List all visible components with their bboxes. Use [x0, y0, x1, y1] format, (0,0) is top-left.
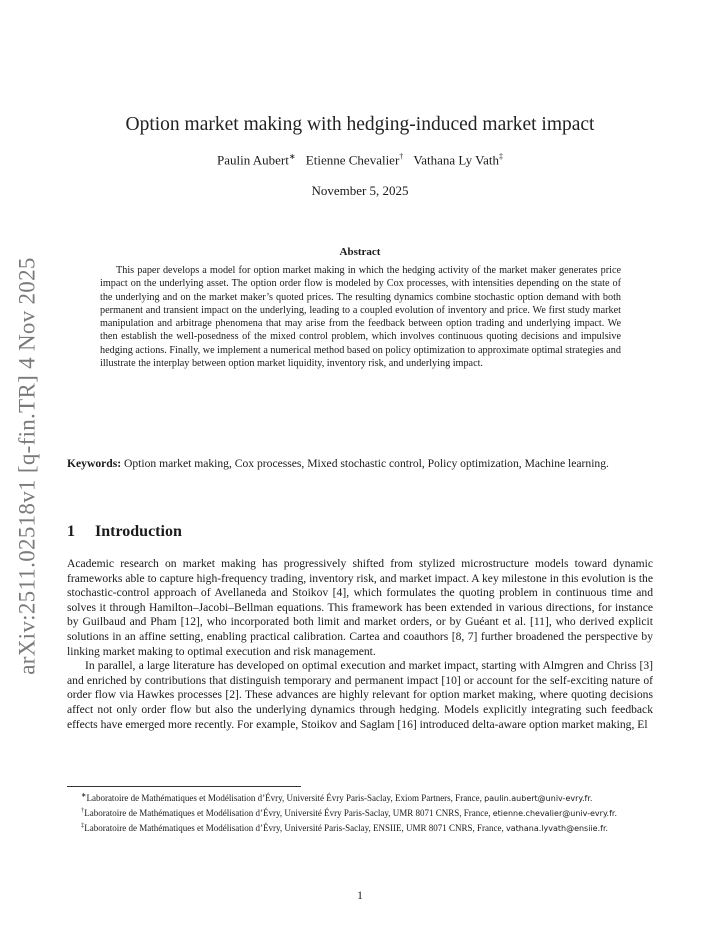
- author-mark: ‡: [499, 152, 503, 161]
- author-list: [0, 152, 720, 168]
- author-mark: ∗: [288, 152, 296, 161]
- footnote-mark: †: [81, 807, 85, 815]
- arxiv-sidebar: [8, 250, 48, 682]
- footnote-email[interactable]: etienne.chevalier@univ-evry.fr.: [492, 809, 618, 819]
- abstract-text: This paper develops a model for option market making in which the hedging activity of the market maker generates price impact on the underlying asset. The option order flow is modeled by Cox processes, with intensities depending on the state of the underlying and on the market maker’s quoted prices. The resulting dynamics combine stochastic option demand with both permanent and transient impact on the underlying, leading to a coupled evolution of inventory and price. We first study market manipulation and arbitrage phenomena that may arise from the feedback between option trading and underlying impact. We then establish the well-posedness of the mixed control problem, which involves continuous quoting decisions and impulsive hedging actions. Finally, we implement a numerical method based on policy optimization to approximate optimal strategies and illustrate the interplay between option market liquidity, inventory risk, and underlying impact.: [100, 265, 621, 370]
- footnote-text: Laboratoire de Mathématiques et Modélisation d’Évry, Université Évry Paris-Saclay, UMR 8071 CNRS, France,: [84, 808, 491, 819]
- author-name: Paulin Aubert: [216, 152, 289, 168]
- abstract-heading: Abstract: [339, 246, 381, 258]
- paragraph: Academic research on market making has progressively shifted from stylized microstructure models toward dynamic frameworks able to capture high-frequency trading, inventory risk, and market impact. A key milestone in this evolution is the stochastic-control approach of Avellaneda and Stoikov [4], which formulates the quoting problem in continuous time and solves it through Hamilton–Jacobi–Bellman equations. This framework has been extended in various directions, for instance by Guilbaud and Pham [12], who incorporated both limit and market orders, or by Guéant et al. [11], who derived explicit solutions in an affine setting, enabling practical calibration. Cartea and coauthors [8, 7] further broadened the perspective by linking market making to optimal execution and risk management.: [67, 557, 653, 658]
- footnote-rule: [67, 786, 301, 787]
- arxiv-identifier[interactable]: arXiv:2511.02518v1 [q-fin.TR] 4 Nov 2025: [15, 257, 40, 675]
- author-name: Etienne Chevalier: [305, 152, 400, 168]
- paragraph: In parallel, a large literature has developed on optimal execution and market impact, starting with Almgren and Chriss [3] and enriched by contributions that distinguish temporary and permanent impact [10] or account for the self-exciting nature of order flow via Hawkes processes [2]. These advances are highly relevant for option market making, where quoting decisions affect not only order flow but also the underlying dynamics through hedging. Models explicitly integrating such feedback effects have emerged more recently. For example, Stoikov and Saglam [16] introduced delta-aware option market making, El: [67, 659, 653, 731]
- footnote: [67, 805, 653, 820]
- footnote-text: Laboratoire de Mathématiques et Modélisation d’Évry, Université Évry Paris-Saclay, Exiom Partners, France,: [86, 793, 482, 803]
- footnote-text: Laboratoire de Mathématiques et Modélisation d’Évry, Université Paris-Saclay, ENSIIE, UMR 8071 CNRS, France,: [84, 823, 504, 834]
- footnote-email[interactable]: vathana.lyvath@ensiie.fr.: [506, 824, 609, 834]
- footnote-mark: ∗: [81, 792, 87, 799]
- keywords-text: Option market making, Cox processes, Mixed stochastic control, Policy optimization, Machine learning.: [124, 457, 609, 470]
- keywords: [67, 456, 653, 471]
- paper-title: Option market making with hedging-induced market impact: [125, 114, 595, 135]
- footnote-email[interactable]: paulin.aubert@univ-evry.fr.: [484, 794, 593, 803]
- body-text: [67, 557, 653, 732]
- keywords-label: Keywords:: [67, 457, 122, 470]
- footnote: [67, 790, 653, 805]
- section-heading: [67, 523, 182, 541]
- footnote-mark: ‡: [81, 822, 85, 830]
- author-name: Vathana Ly Vath: [413, 152, 499, 168]
- section-number: 1: [67, 523, 75, 540]
- footnote: [67, 820, 653, 835]
- page-number: 1: [357, 890, 363, 902]
- footnotes: [67, 790, 653, 836]
- paper-date: November 5, 2025: [311, 183, 409, 198]
- author-mark: †: [399, 152, 404, 161]
- section-title: Introduction: [95, 523, 182, 540]
